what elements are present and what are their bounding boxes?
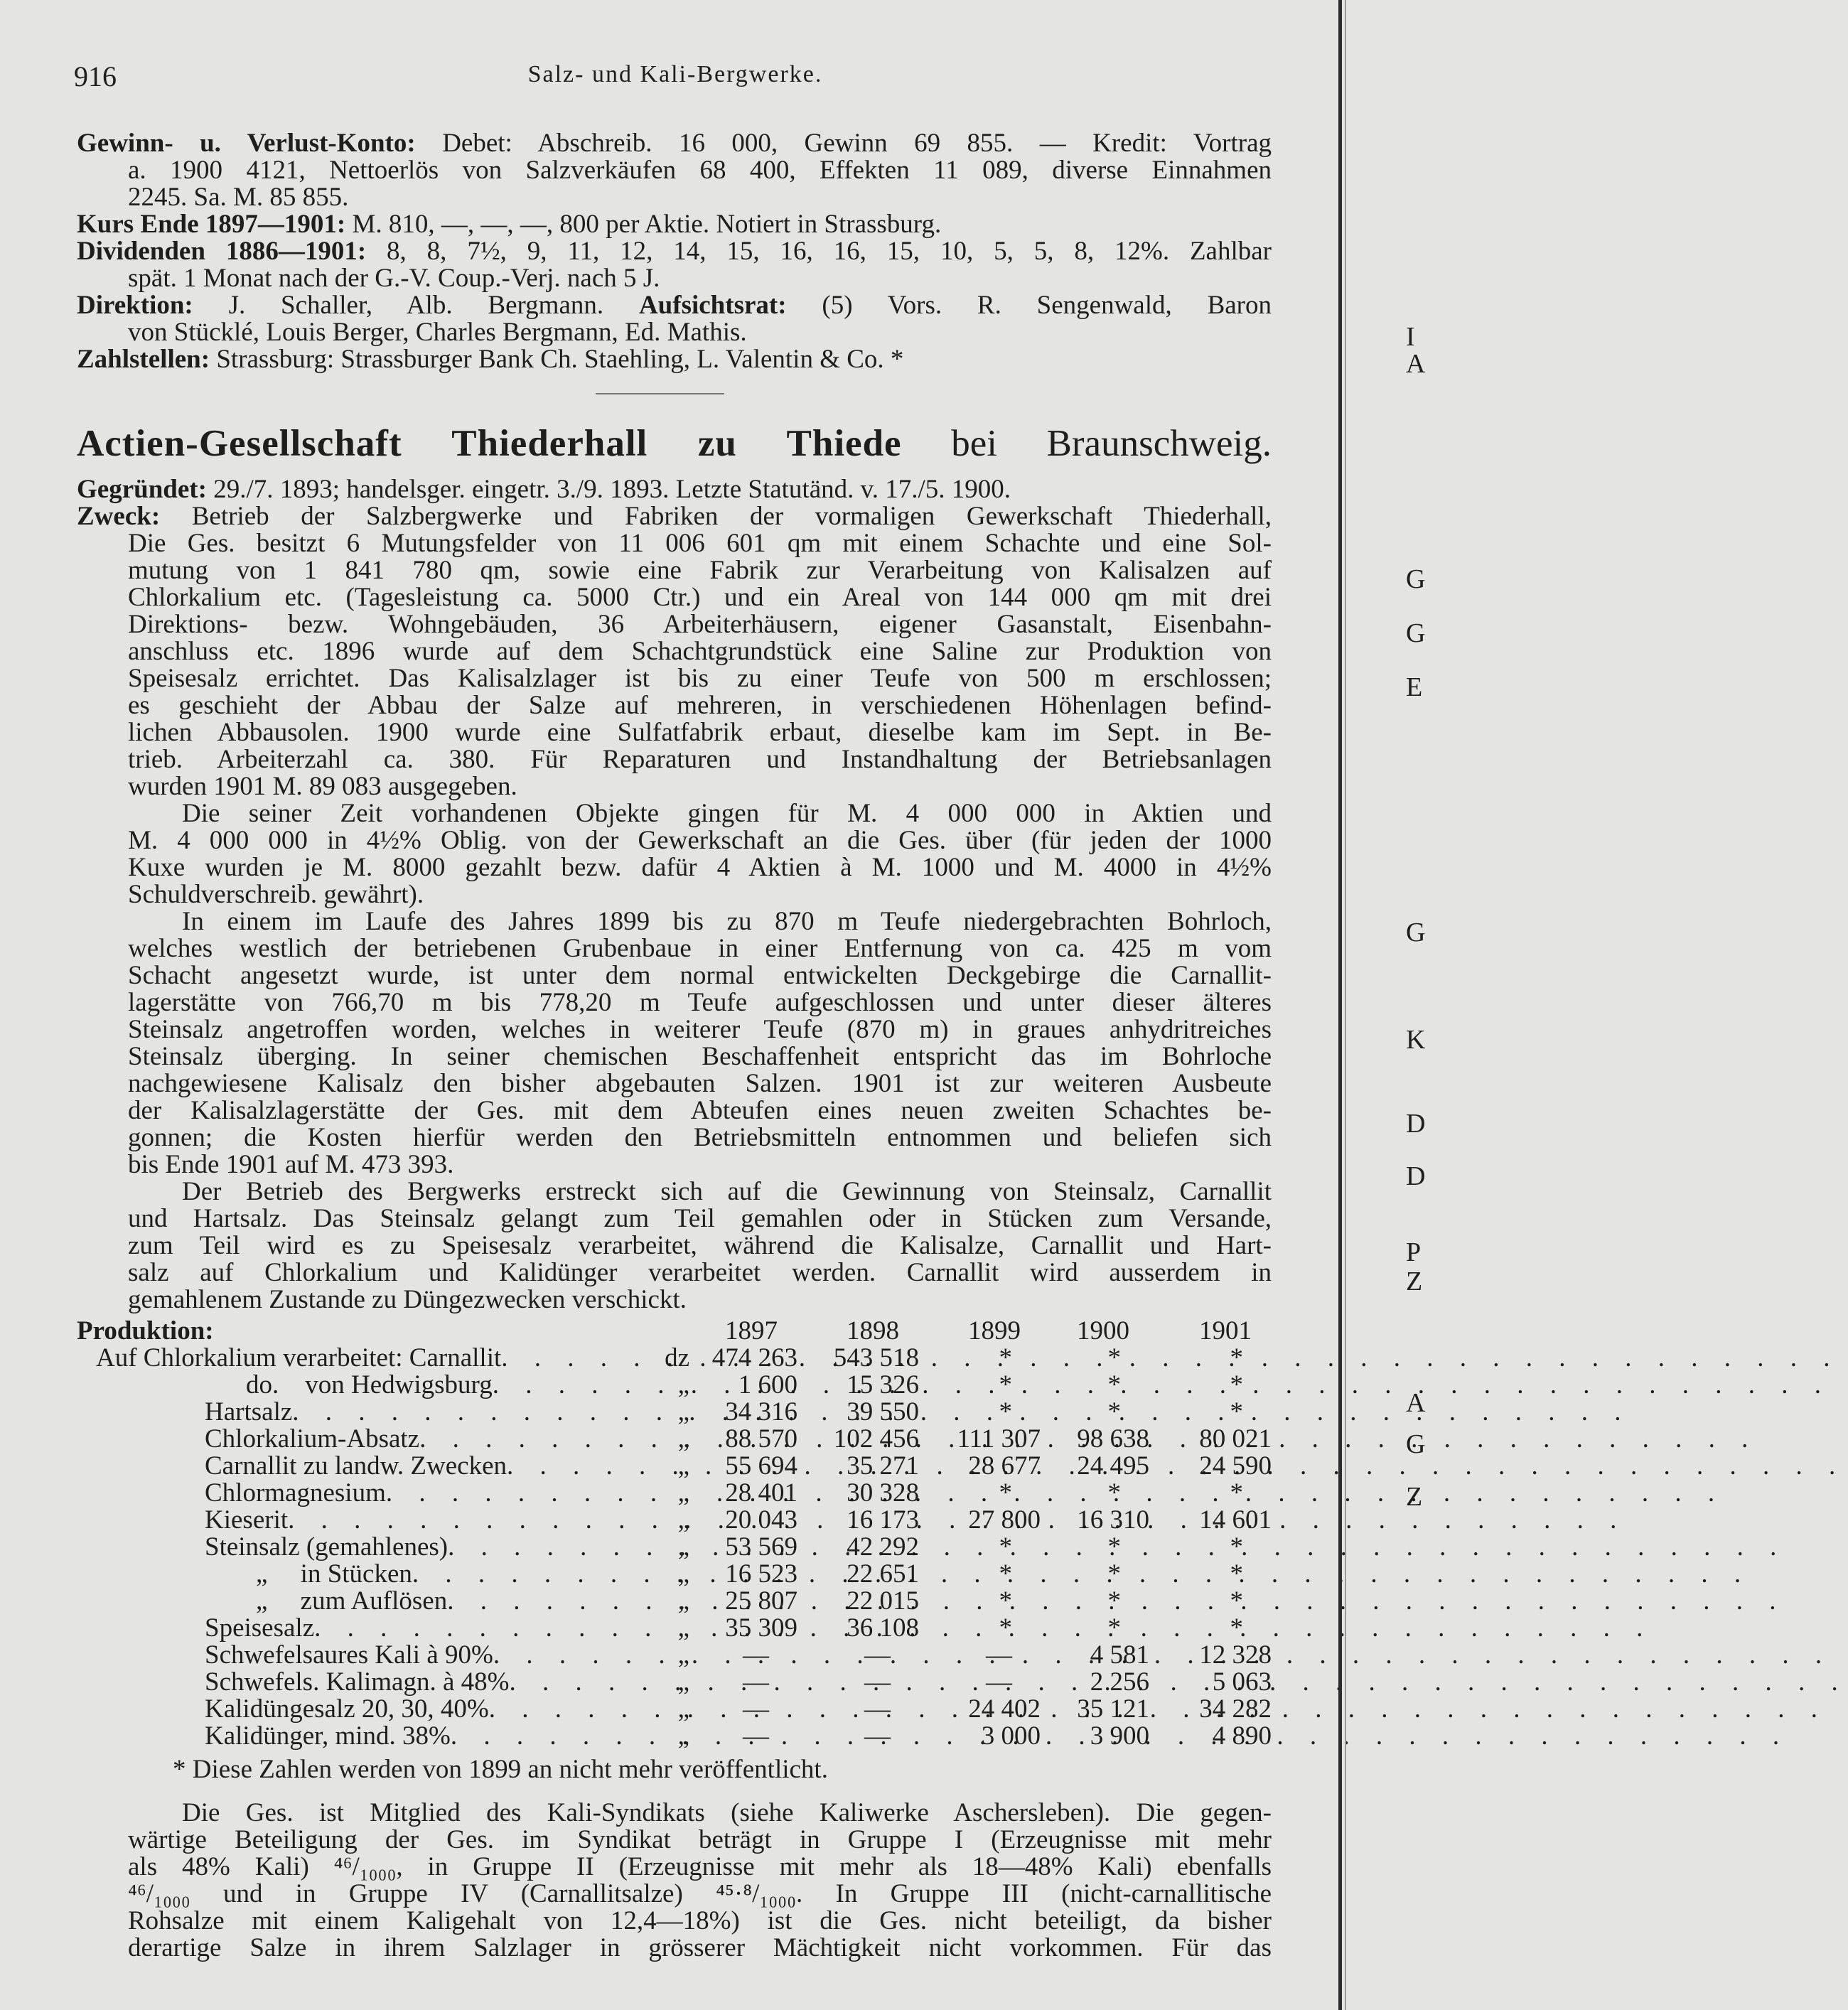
row-label-text: Chlorkalium-Absatz (205, 1424, 420, 1453)
cell-value-1900: 4 581 (1090, 1640, 1149, 1670)
text-line (128, 746, 1272, 773)
text-line (128, 1016, 1272, 1043)
adjacent-page-letter: K (1406, 1025, 1426, 1055)
table-row (77, 1696, 1272, 1723)
row-unit: „ (677, 1505, 689, 1535)
entry-text: Schuldverschreib. gewährt). (128, 880, 424, 909)
table-row (77, 1588, 1272, 1615)
cell-value-1901: * (1230, 1343, 1243, 1372)
cell-value-1898: 15 326 (847, 1370, 919, 1399)
text-line (128, 557, 1272, 584)
row-unit: „ (677, 1613, 689, 1643)
entry-text: Steinsalz überging. In seiner chemischen Beschaffenheit entspricht das im Bohrloche (128, 1042, 1272, 1071)
cell-value-1900: * (1107, 1559, 1121, 1589)
row-label-text: Kalidünger, mind. 38% (205, 1721, 451, 1751)
table-header-row (77, 1318, 1272, 1345)
cell-value-1897: 1 600 (738, 1370, 797, 1399)
text-line (128, 692, 1272, 719)
adjacent-page-letter: G (1406, 1429, 1426, 1459)
entry-text: M. 4 000 000 in 4½% Oblig. von der Gewerkschaft an die Ges. über (für jeden der 1000 (128, 826, 1272, 855)
cell-value-1901: * (1230, 1559, 1243, 1589)
entry-text: 8, 8, 7½, 9, 11, 12, 14, 15, 16, 16, 15, 10, 5, 5, 8, 12%. Zahlbar (366, 237, 1272, 266)
entry-text: Strassburg: Strassburger Bank Ch. Staehling, L. Valentin & Co. * (210, 345, 904, 374)
cell-value-1897: 474 263 (711, 1343, 797, 1372)
row-label-text: Speisesalz (205, 1613, 315, 1643)
entry-text: und Hartsalz. Das Steinsalz gelangt zum Teil gemahlen oder in Stücken zum Versande, (128, 1204, 1272, 1233)
previous-company-details (77, 130, 1272, 373)
row-label-text: Chlormagnesium (205, 1478, 386, 1508)
entry-text: zum Teil wird es zu Speisesalz verarbeitet, während die Kalisalze, Carnallit und Hart- (128, 1231, 1272, 1260)
text-line (128, 530, 1272, 557)
row-label (205, 1534, 645, 1561)
entry-text: In einem im Laufe des Jahres 1899 bis zu 870 m Teufe niedergebrachten Bohrloch, (182, 907, 1272, 936)
text-line (128, 319, 1272, 346)
row-unit: „ (677, 1478, 689, 1508)
cell-value-1900: 16 310 (1077, 1505, 1149, 1535)
adjacent-page-letter: D (1406, 1161, 1426, 1191)
entry-text: Rohsalze mit einem Kaligehalt von 12,4—18%) ist die Ges. nicht beteiligt, da bisher (128, 1906, 1272, 1935)
row-unit: „ (677, 1559, 689, 1589)
cell-value-1898: — (864, 1721, 891, 1751)
cell-value-1900: * (1107, 1343, 1121, 1372)
text-line (182, 800, 1272, 827)
text-line (128, 1205, 1272, 1232)
cell-value-1897: 34 316 (725, 1397, 797, 1426)
row-unit: „ (677, 1451, 689, 1480)
year-header: 1898 (847, 1316, 899, 1345)
table-row (77, 1480, 1272, 1507)
cell-value-1899: 28 677 (968, 1451, 1041, 1480)
cell-value-1901: 14 601 (1199, 1505, 1272, 1535)
row-label-text: Schwefelsaures Kali à 90% (205, 1640, 493, 1670)
entry-text: salz auf Chlorkalium und Kalidünger verarbeitet werden. Carnallit wird ausserdem in (128, 1258, 1272, 1287)
adjacent-page-letter: G (1406, 618, 1426, 648)
text-line (128, 611, 1272, 638)
cell-value-1901: 24 590 (1199, 1451, 1272, 1480)
row-label (205, 1642, 645, 1669)
cell-value-1897: — (743, 1721, 769, 1751)
text-line (182, 1178, 1272, 1205)
cell-value-1898: 543 518 (833, 1343, 919, 1372)
row-label-text: „ zum Auflösen (256, 1586, 448, 1616)
entry-text: von Stücklé, Louis Berger, Charles Bergmann, Ed. Mathis. (128, 318, 747, 347)
year-header: 1900 (1077, 1316, 1129, 1345)
text-line (128, 1286, 1272, 1313)
year-header: 1899 (968, 1316, 1021, 1345)
row-unit: „ (677, 1397, 689, 1426)
adjacent-page-letter: G (1406, 918, 1426, 947)
cell-value-1900: 35 121 (1077, 1694, 1149, 1724)
table-title: Produktion: (77, 1316, 214, 1345)
row-label-text: Steinsalz (gemahlenes) (205, 1532, 448, 1562)
cell-value-1899: * (999, 1397, 1012, 1426)
entry-label: Zahlstellen: (77, 345, 210, 374)
page-gutter-shadow (1345, 0, 1346, 2010)
table-row (77, 1453, 1272, 1480)
entry-label: Kurs Ende 1897—1901: (77, 210, 346, 239)
page-gutter-line (1338, 0, 1342, 2010)
cell-value-1898: 16 173 (847, 1505, 919, 1535)
production-table (77, 1318, 1272, 1750)
adjacent-page-letter: E (1406, 672, 1423, 702)
row-label-text: Carnallit zu landw. Zwecken (205, 1451, 507, 1480)
row-label-text: Hartsalz (205, 1397, 293, 1426)
cell-value-1897: 88 570 (725, 1424, 797, 1453)
entry-text: welches westlich der betriebenen Grubenbaue in einer Entfernung von ca. 425 m vom (128, 934, 1272, 963)
row-label (205, 1480, 645, 1507)
entry-text: der Kalisalzlagerstätte der Ges. mit dem Abteufen eines neuen zweiten Schachtes be- (128, 1096, 1272, 1125)
row-label (205, 1723, 645, 1750)
entry-text: Die Ges. besitzt 6 Mutungsfelder von 11 006 601 qm mit einem Schachte und eine Sol- (128, 529, 1272, 558)
company-location: bei Braunschweig. (901, 423, 1272, 464)
cell-value-1901: 5 063 (1212, 1667, 1272, 1697)
text-line (128, 265, 1272, 292)
entry-text: gonnen; die Kosten hierfür werden den Betriebsmitteln entnommen und beliefen sich (128, 1123, 1272, 1152)
cell-value-1898: — (864, 1667, 891, 1697)
cell-value-1899: 27 800 (968, 1505, 1041, 1535)
table-row (77, 1345, 1272, 1372)
table-row (77, 1507, 1272, 1534)
row-label (205, 1615, 645, 1642)
entry-text: bis Ende 1901 auf M. 473 393. (128, 1150, 454, 1179)
cell-value-1897: 16 523 (725, 1559, 797, 1589)
year-header: 1901 (1199, 1316, 1252, 1345)
cell-value-1897: 28 401 (725, 1478, 797, 1508)
cell-value-1900: * (1107, 1586, 1121, 1616)
text-line (77, 503, 1272, 530)
cell-value-1897: — (743, 1667, 769, 1697)
cell-value-1899: * (999, 1613, 1012, 1643)
row-label (205, 1399, 645, 1426)
table-row (77, 1615, 1272, 1642)
cell-value-1901: 4 890 (1212, 1721, 1272, 1751)
cell-value-1901: * (1230, 1370, 1243, 1399)
cell-value-1898: — (864, 1640, 891, 1670)
entry-label: Gegründet: (77, 475, 207, 504)
cell-value-1898: 102 456 (833, 1424, 919, 1453)
entry-text: lichen Abbausolen. 1900 wurde eine Sulfatfabrik erbaut, dieselbe kam im Sept. in Be- (128, 718, 1272, 747)
cell-value-1900: 24 495 (1077, 1451, 1149, 1480)
cell-value-1897: 35 309 (725, 1613, 797, 1643)
text-line (77, 476, 1272, 503)
row-label-text: do. von Hedwigsburg (246, 1370, 493, 1399)
row-label-text: Kieserit (205, 1505, 289, 1535)
adjacent-page-letter: Z (1406, 1482, 1423, 1512)
text-line (128, 773, 1272, 800)
cell-value-1897: 25 807 (725, 1586, 797, 1616)
cell-value-1898: — (864, 1694, 891, 1724)
cell-value-1898: 22 015 (847, 1586, 919, 1616)
entry-text: als 48% Kali) ⁴⁶/₁₀₀₀, in Gruppe II (Erzeugnisse mit mehr als 18—48% Kali) ebenfalls (128, 1852, 1272, 1881)
adjacent-page-letter: I (1406, 322, 1415, 352)
text-line (128, 827, 1272, 854)
adjacent-page-letter: P (1406, 1237, 1422, 1267)
entry-text: mutung von 1 841 780 qm, sowie eine Fabrik zur Verarbeitung von Kalisalzen auf (128, 556, 1272, 585)
cell-value-1898: 35 271 (847, 1451, 919, 1480)
text-line (128, 184, 1272, 211)
entry-text: Die seiner Zeit vorhandenen Objekte gingen für M. 4 000 000 in Aktien und (182, 799, 1272, 828)
row-label (256, 1561, 645, 1588)
cell-value-1898: 42 292 (847, 1532, 919, 1562)
text-line (128, 881, 1272, 908)
text-line (128, 989, 1272, 1016)
row-unit: „ (677, 1721, 689, 1751)
adjacent-page-letter: G (1406, 564, 1426, 594)
entry-text: Steinsalz angetroffen worden, welches in weiterer Teufe (870 m) in graues anhydritreiches (128, 1015, 1272, 1044)
entry-text: M. 810, —, —, —, 800 per Aktie. Notiert in Strassburg. (345, 210, 942, 239)
entry-text: lagerstätte von 766,70 m bis 778,20 m Teufe aufgeschlossen und unter dieser älteres (128, 988, 1272, 1017)
cell-value-1899: 3 000 (981, 1721, 1041, 1751)
entry-text: Betrieb der Salzbergwerke und Fabriken der vormaligen Gewerkschaft Thiederhall, (160, 502, 1272, 531)
row-unit: „ (677, 1424, 689, 1453)
text-line (128, 665, 1272, 692)
text-line (128, 1232, 1272, 1259)
cell-value-1898: 36 108 (847, 1613, 919, 1643)
entry-label: Dividenden 1886—1901: (77, 237, 367, 266)
adjacent-page-letter: A (1406, 1388, 1426, 1418)
text-line (77, 211, 1272, 238)
adjacent-page-letter: Z (1406, 1267, 1423, 1296)
year-header: 1897 (725, 1316, 778, 1345)
row-unit: dz (665, 1343, 689, 1372)
table-row (77, 1399, 1272, 1426)
row-unit: „ (677, 1370, 689, 1399)
cell-value-1899: * (999, 1532, 1012, 1562)
cell-value-1897: 55 694 (725, 1451, 797, 1480)
cell-value-1901: * (1230, 1478, 1243, 1508)
text-line (128, 1854, 1272, 1881)
text-line (128, 638, 1272, 665)
row-label (205, 1507, 645, 1534)
text-line (77, 292, 1272, 319)
cell-value-1899: 111 307 (957, 1424, 1041, 1453)
cell-value-1901: * (1230, 1613, 1243, 1643)
entry-text: Chlorkalium etc. (Tagesleistung ca. 5000 Ctr.) und ein Areal von 144 000 qm mit drei (128, 583, 1272, 612)
entry-text: anschluss etc. 1896 wurde auf dem Schachtgrundstück eine Saline zur Produktion von (128, 637, 1272, 666)
row-unit: „ (677, 1667, 689, 1697)
cell-value-1901: 34 282 (1199, 1694, 1272, 1724)
cell-value-1900: 98 638 (1077, 1424, 1149, 1453)
row-label (205, 1453, 645, 1480)
text-line (128, 1070, 1272, 1097)
entry-text: (5) Vors. R. Sengenwald, Baron (786, 291, 1272, 320)
row-label-text: Auf Chlorkalium verarbeitet: Carnallit (96, 1343, 502, 1372)
cell-value-1900: * (1107, 1613, 1121, 1643)
cell-value-1901: * (1230, 1397, 1243, 1426)
text-line (128, 1827, 1272, 1854)
cell-value-1900: * (1107, 1397, 1121, 1426)
cell-value-1900: 2 256 (1090, 1667, 1149, 1697)
entry-text: gemahlenem Zustande zu Düngezwecken verschickt. (128, 1285, 687, 1314)
entry-label: Aufsichtsrat: (638, 291, 787, 320)
cell-value-1898: 30 328 (847, 1478, 919, 1508)
table-footnote: * Diese Zahlen werden von 1899 an nicht mehr veröffentlicht. (173, 1755, 828, 1784)
row-label (205, 1426, 645, 1453)
entry-text: Debet: Abschreib. 16 000, Gewinn 69 855. — Kredit: Vortrag (415, 129, 1272, 158)
cell-value-1901: * (1230, 1586, 1243, 1616)
entry-text: wärtige Beteiligung der Ges. im Syndikat beträgt in Gruppe I (Erzeugnisse mit mehr (128, 1825, 1272, 1854)
entry-text: wurden 1901 M. 89 083 ausgegeben. (128, 772, 517, 801)
entry-label: Zweck: (77, 502, 161, 531)
table-row (77, 1426, 1272, 1453)
table-row (77, 1669, 1272, 1696)
table-row (77, 1642, 1272, 1669)
cell-value-1898: 22 651 (847, 1559, 919, 1589)
company-description (77, 476, 1272, 1313)
syndicate-paragraph (77, 1800, 1272, 1962)
cell-value-1898: 39 550 (847, 1397, 919, 1426)
entry-text: nachgewiesene Kalisalz den bisher abgebauten Salzen. 1901 ist zur weiteren Ausbeute (128, 1069, 1272, 1098)
text-line (128, 854, 1272, 881)
entry-text: a. 1900 4121, Nettoerlös von Salzverkäufen 68 400, Effekten 11 089, diverse Einnahmen (128, 156, 1272, 185)
entry-text: 2245. Sa. M. 85 855. (128, 183, 349, 212)
entry-text: es geschieht der Abbau der Salze auf mehreren, in verschiedenen Höhenlagen befind- (128, 691, 1272, 720)
cell-value-1901: 80 021 (1199, 1424, 1272, 1453)
row-label (246, 1372, 645, 1399)
text-line (128, 719, 1272, 746)
row-label (256, 1588, 645, 1615)
text-line (128, 962, 1272, 989)
cell-value-1901: 12 328 (1199, 1640, 1272, 1670)
cell-value-1897: — (743, 1640, 769, 1670)
entry-text: Speisesalz errichtet. Das Kalisalzlager ist bis zu einer Teufe von 500 m erschlossen; (128, 664, 1272, 693)
cell-value-1899: * (999, 1478, 1012, 1508)
row-label (96, 1345, 645, 1372)
text-line (128, 1881, 1272, 1908)
text-line (128, 1151, 1272, 1178)
cell-value-1900: 3 900 (1090, 1721, 1149, 1751)
entry-text: J. Schaller, Alb. Bergmann. (193, 291, 639, 320)
entry-text: Der Betrieb des Bergwerks erstreckt sich auf die Gewinnung von Steinsalz, Carnallit (182, 1177, 1272, 1206)
entry-text: 29./7. 1893; handelsger. eingetr. 3./9. 1893. Letzte Statutänd. v. 17./5. 1900. (206, 475, 1011, 504)
page-number: 916 (74, 60, 117, 92)
entry-text: ⁴⁶/₁₀₀₀ und in Gruppe IV (Carnallitsalze) ⁴⁵·⁸/₁₀₀₀. In Gruppe III (nicht-carnallitische (128, 1879, 1272, 1908)
text-line (128, 1097, 1272, 1124)
cell-value-1900: * (1107, 1370, 1121, 1399)
cell-value-1899: * (999, 1343, 1012, 1372)
row-label-text: Schwefels. Kalimagn. à 48% (205, 1667, 510, 1697)
entry-text: derartige Salze in ihrem Salzlager in grösserer Mächtigkeit nicht vorkommen. Für das (128, 1933, 1272, 1962)
table-row (77, 1372, 1272, 1399)
entry-text: trieb. Arbeiterzahl ca. 380. Für Reparaturen und Instandhaltung der Betriebsanlagen (128, 745, 1272, 774)
text-line (128, 1908, 1272, 1935)
adjacent-page-letter: D (1406, 1109, 1426, 1139)
entry-label: Direktion: (77, 291, 193, 320)
text-line (128, 1259, 1272, 1286)
table-row (77, 1534, 1272, 1561)
section-divider (596, 393, 724, 394)
text-line (128, 584, 1272, 611)
cell-value-1899: * (999, 1586, 1012, 1616)
cell-value-1899: * (999, 1370, 1012, 1399)
text-line (77, 238, 1272, 265)
cell-value-1899: * (999, 1559, 1012, 1589)
entry-text: spät. 1 Monat nach der G.-V. Coup.-Verj. nach 5 J. (128, 264, 660, 293)
text-line (77, 346, 1272, 373)
row-label (205, 1669, 645, 1696)
entry-text: Kuxe wurden je M. 8000 gezahlt bezw. dafür 4 Aktien à M. 1000 und M. 4000 in 4½% (128, 853, 1272, 882)
text-line (182, 908, 1272, 935)
cell-value-1899: — (986, 1667, 1012, 1697)
row-label (205, 1696, 645, 1723)
company-name: Actien-Gesellschaft Thiederhall zu Thiede (77, 423, 902, 464)
text-line (128, 1043, 1272, 1070)
row-unit: „ (677, 1586, 689, 1616)
entry-text: Schacht angesetzt wurde, ist unter dem normal entwickelten Deckgebirge die Carnallit- (128, 961, 1272, 990)
text-line (128, 1935, 1272, 1962)
running-title: Salz- und Kali-Bergwerke. (527, 61, 823, 87)
row-label-text: „ in Stücken (256, 1559, 412, 1589)
text-line (128, 1124, 1272, 1151)
row-unit: „ (677, 1532, 689, 1562)
company-title (77, 421, 1272, 466)
cell-value-1899: 24 402 (968, 1694, 1041, 1724)
row-unit: „ (677, 1694, 689, 1724)
cell-value-1900: * (1107, 1478, 1121, 1508)
cell-value-1897: 20 043 (725, 1505, 797, 1535)
cell-value-1897: — (743, 1694, 769, 1724)
row-label-text: Kalidüngesalz 20, 30, 40% (205, 1694, 489, 1724)
adjacent-page-letter: A (1406, 349, 1426, 379)
cell-value-1897: 53 569 (725, 1532, 797, 1562)
table-row (77, 1561, 1272, 1588)
cell-value-1900: * (1107, 1532, 1121, 1562)
entry-label: Gewinn- u. Verlust-Konto: (77, 129, 416, 158)
table-row (77, 1723, 1272, 1750)
text-line (128, 157, 1272, 184)
cell-value-1901: * (1230, 1532, 1243, 1562)
table-footnote-block (77, 1756, 1272, 1783)
row-unit: „ (677, 1640, 689, 1670)
cell-value-1899: — (986, 1640, 1012, 1670)
text-line (182, 1800, 1272, 1827)
text-line (77, 130, 1272, 157)
entry-text: Die Ges. ist Mitglied des Kali-Syndikats (siehe Kaliwerke Aschersleben). Die gegen- (182, 1798, 1272, 1827)
text-line (128, 935, 1272, 962)
entry-text: Direktions- bezw. Wohngebäuden, 36 Arbeiterhäusern, eigener Gasanstalt, Eisenbahn- (128, 610, 1272, 639)
